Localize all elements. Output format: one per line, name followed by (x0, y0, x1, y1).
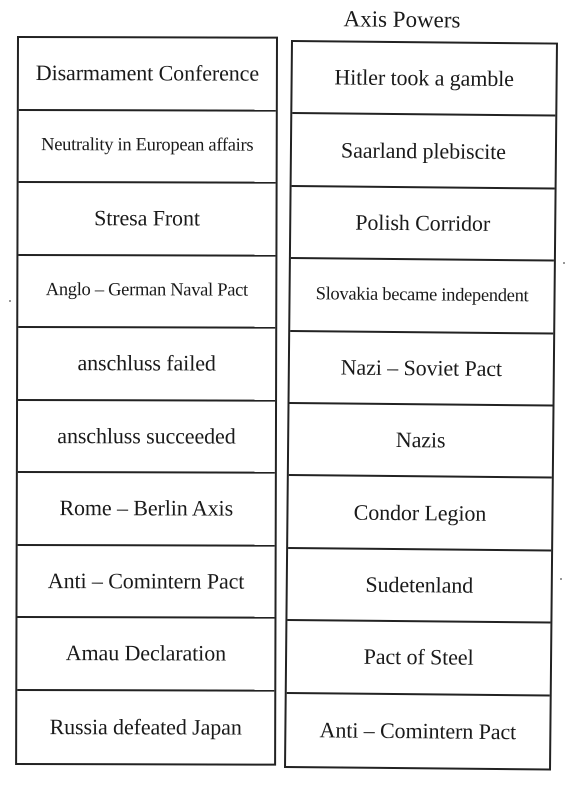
left-card-7: Rome – Berlin Axis (18, 473, 275, 546)
page-heading: Axis Powers (343, 6, 461, 33)
right-card-8: Sudetenland (287, 549, 551, 624)
left-card-10: Russia defeated Japan (49, 713, 242, 740)
right-card-6: Nazis (289, 404, 553, 479)
right-card-7: Condor Legion (288, 476, 552, 551)
right-card-1: Hitler took a gamble (292, 42, 556, 117)
scan-speck (9, 300, 11, 302)
left-card-5: anschluss failed (18, 328, 275, 401)
right-card-10: Anti – Comintern Pact (319, 717, 517, 744)
left-card-8: Anti – Comintern Pact (17, 546, 274, 619)
left-card-6: anschluss succeeded (18, 401, 275, 474)
right-card-3: Polish Corridor (291, 187, 555, 262)
right-card-5: Nazi – Soviet Pact (290, 332, 554, 407)
left-card-9: Amau Declaration (17, 618, 274, 691)
left-card-3: Stresa Front (18, 183, 275, 256)
right-card-9: Pact of Steel (287, 621, 551, 696)
left-card-column (15, 36, 278, 766)
left-card-2: Neutrality in European affairs (19, 111, 276, 184)
right-card-4: Slovakia became independent (290, 259, 554, 334)
left-card-4: Anglo – German Naval Pact (18, 256, 275, 329)
right-card-2: Saarland plebiscite (292, 114, 556, 189)
left-card-1: Disarmament Conference (19, 38, 276, 111)
scan-speck (560, 578, 562, 580)
scan-speck (563, 262, 565, 264)
right-card-column (284, 40, 558, 771)
